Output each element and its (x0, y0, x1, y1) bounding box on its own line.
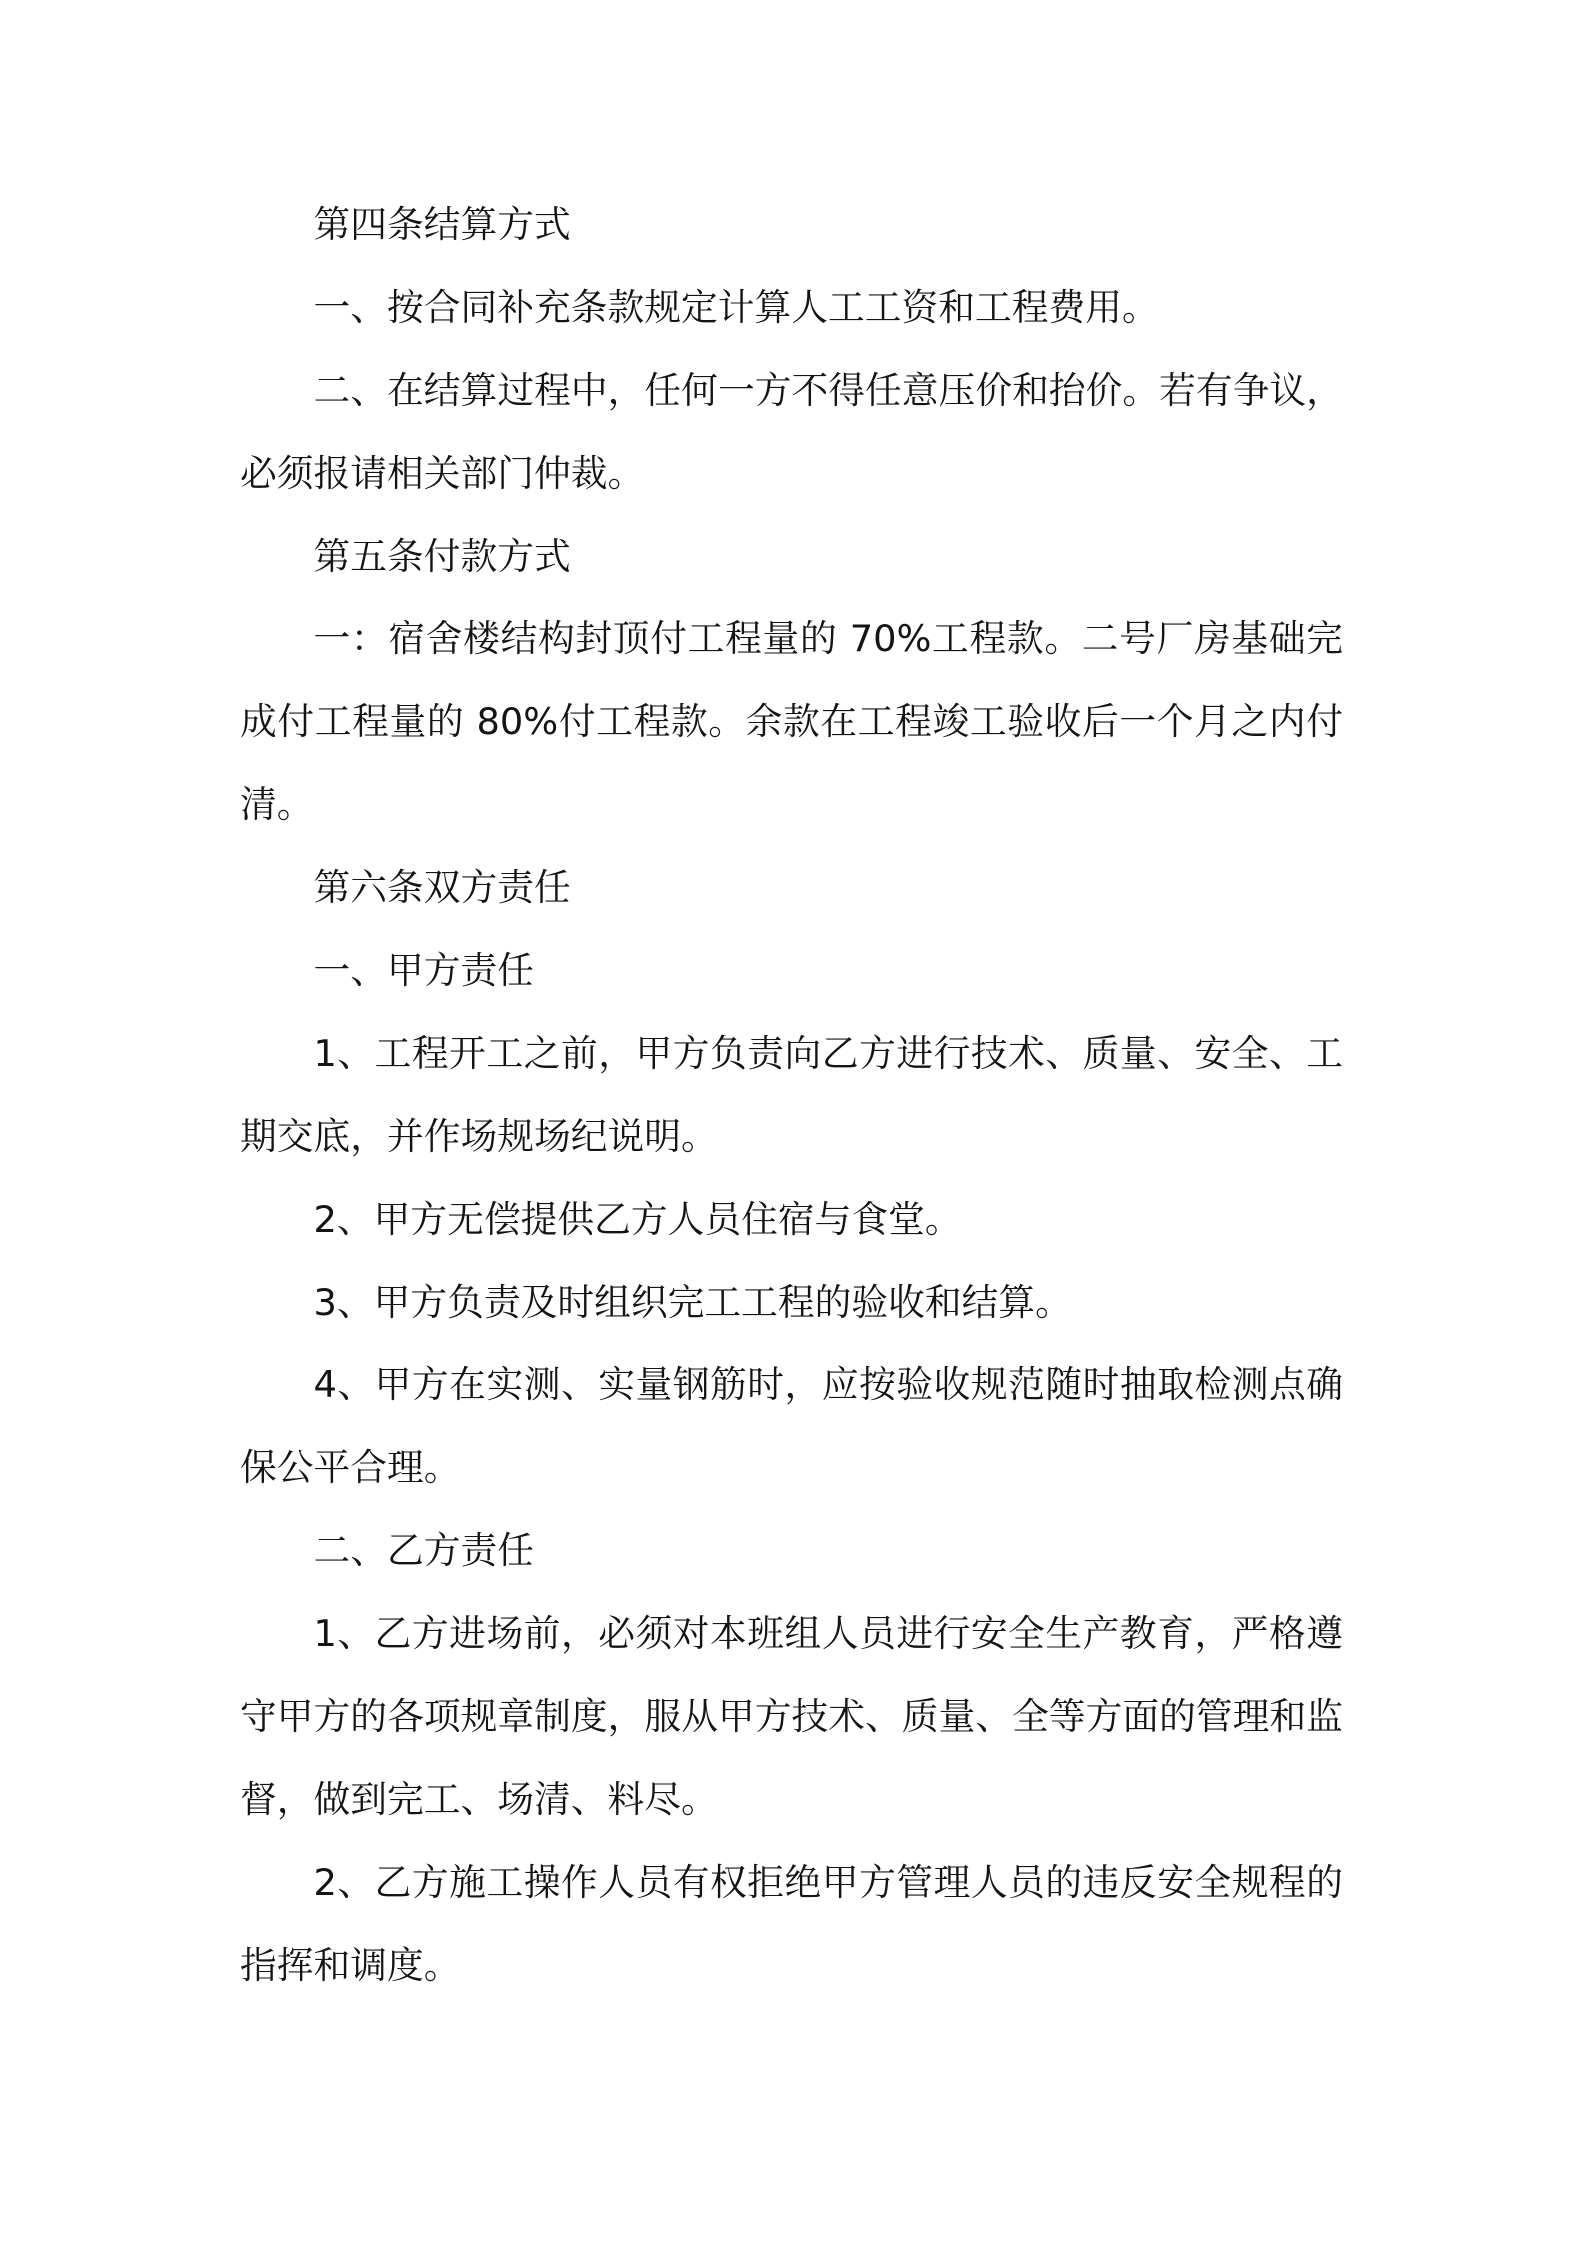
text-line: 守甲方的各项规章制度，服从甲方技术、质量、全等方面的管理和监 (240, 1695, 1343, 1739)
text-line: 1、工程开工之前，甲方负责向乙方进行技术、质量、安全、工 (313, 1031, 1343, 1075)
document-body (240, 184, 1343, 2008)
article-heading (240, 847, 1343, 930)
clause-paragraph (240, 267, 1343, 350)
text-line: 一、甲方责任 (313, 949, 535, 993)
clause-paragraph (240, 1842, 1343, 2008)
text-line: 督，做到完工、场清、料尽。 (240, 1777, 718, 1821)
text-line: 2、乙方施工操作人员有权拒绝甲方管理人员的违反安全规程的 (313, 1860, 1343, 1904)
text-line: 指挥和调度。 (240, 1943, 461, 1987)
article-heading (240, 184, 1343, 267)
clause-paragraph (240, 350, 1343, 516)
clause-paragraph (240, 1593, 1343, 1842)
text-line: 成付工程量的 80%付工程款。余款在工程竣工验收后一个月之内付 (240, 700, 1343, 744)
text-line: 2、甲方无偿提供乙方人员住宿与食堂。 (313, 1197, 962, 1241)
text-line: 3、甲方负责及时组织完工工程的验收和结算。 (313, 1280, 1072, 1324)
clause-paragraph (240, 1013, 1343, 1179)
article-heading (240, 516, 1343, 599)
text-line: 保公平合理。 (240, 1446, 461, 1490)
text-line: 第四条结算方式 (313, 203, 571, 246)
text-line: 二、乙方责任 (313, 1529, 535, 1573)
subsection-heading (240, 1510, 1343, 1593)
text-line: 一：宿舍楼结构封顶付工程量的 70%工程款。二号厂房基础完 (313, 617, 1343, 661)
text-line: 第六条双方责任 (313, 866, 571, 910)
clause-paragraph (240, 1179, 1343, 1262)
text-line: 清。 (240, 783, 314, 827)
text-line: 期交底，并作场规场纪说明。 (240, 1114, 718, 1158)
clause-paragraph (240, 1344, 1343, 1510)
subsection-heading (240, 930, 1343, 1013)
text-line: 第五条付款方式 (313, 534, 571, 578)
text-line: 必须报请相关部门仲裁。 (240, 451, 645, 495)
text-line: 4、甲方在实测、实量钢筋时，应按验收规范随时抽取检测点确 (313, 1363, 1343, 1407)
text-line: 二、在结算过程中，任何一方不得任意压价和抬价。若有争议， (313, 368, 1343, 412)
clause-paragraph (240, 1262, 1343, 1345)
text-line: 1、乙方进场前，必须对本班组人员进行安全生产教育，严格遵 (313, 1612, 1343, 1656)
clause-paragraph (240, 598, 1343, 847)
text-line: 一、按合同补充条款规定计算人工工资和工程费用。 (313, 285, 1159, 329)
